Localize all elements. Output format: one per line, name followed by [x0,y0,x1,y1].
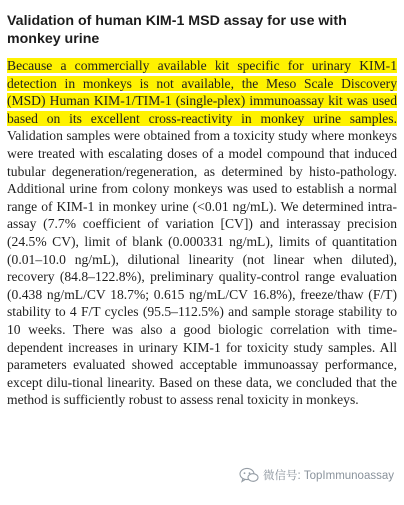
section-heading: Validation of human KIM-1 MSD assay for use with monkey urine [7,13,347,47]
paragraph-text: Validation samples were obtained from a toxicity study where monkeys were treated with escalating doses of a model compound that induced tubular degeneration/regeneration, as determined by histo-pathology. Additional urine from colony monkeys was used to establish a normal range of KIM-1 in monkey urine (<0.01 ng/mL). We determined intra-assay (7.7% coefficient of variation [CV]) and interassay precision (24.5% CV), limit of blank (0.000331 ng/mL), limits of quantitation (0.01–10.0 ng/mL), dilutional linearity (not linear when diluted), recovery (84.8–122.8%), preliminary quality-control range evaluation (0.438 ng/mL/CV 18.7%; 0.615 ng/mL/CV 16.8%), freeze/thaw (F/T) stability to 4 F/T cycles (95.5–112.5%) and sample storage stability to 10 weeks. There was also a good biologic correlation with time-dependent increases in urinary KIM-1 for toxicity study samples. All parameters evaluated showed acceptable immunoassay performance, except dilu-tional linearity. Based on these data, we concluded that the method is sufficiently robust to assess renal toxicity in monkeys. [7,128,397,408]
highlighted-sentence: Because a commercially available kit specific for urinary KIM-1 detection in monkeys is not available, the Meso Scale Discovery (MSD) Human KIM-1/TIM-1 (single-plex) immunoassay kit was used based on its excellent cross-reactivity in monkey urine samples. [7,58,397,126]
body-paragraph [7,57,397,409]
watermark-text: 微信号: TopImmunoassay [262,470,394,482]
wechat-icon [239,467,259,483]
watermark [239,467,394,483]
